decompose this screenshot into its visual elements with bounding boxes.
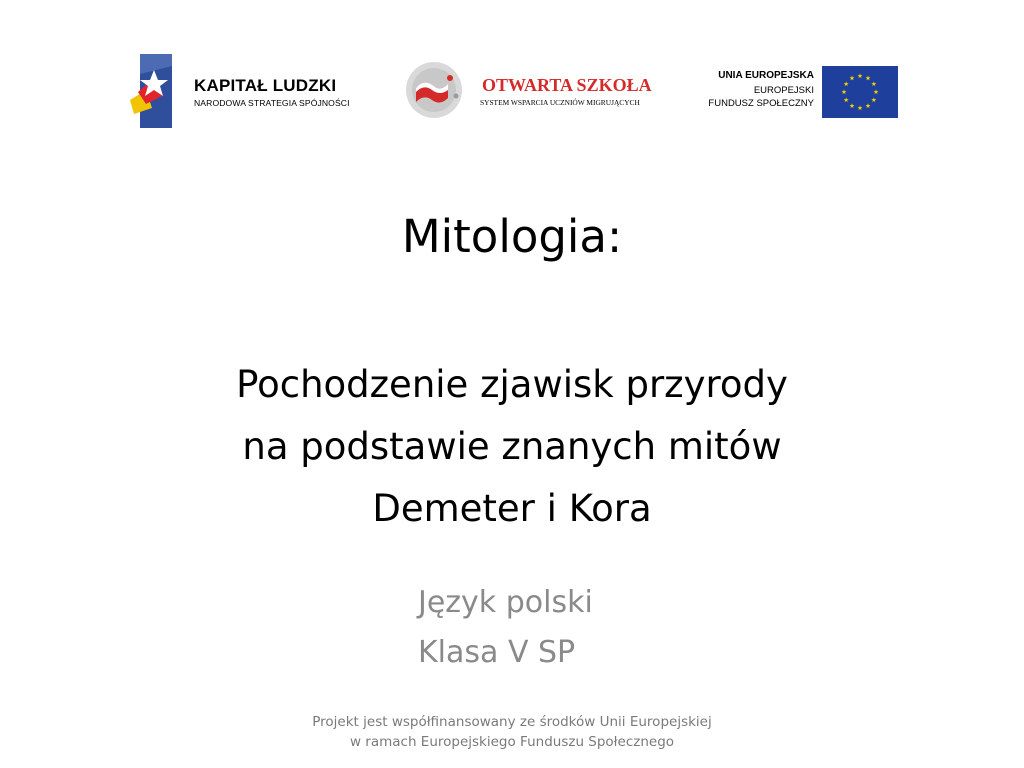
- subtitle-line-2: na podstawie znanych mitów: [242, 425, 782, 468]
- unia-europejska-logo: [700, 64, 900, 120]
- kapital-ludzki-title: KAPITAŁ LUDZKI: [194, 76, 337, 95]
- otwarta-szkola-emblem-icon: [404, 58, 476, 120]
- otwarta-szkola-title: OTWARTA SZKOŁA: [482, 75, 652, 95]
- logo-bar: [0, 0, 1024, 150]
- lesson-meta: [418, 578, 593, 678]
- ue-line-3: FUNDUSZ SPOŁECZNY: [708, 98, 814, 109]
- subject-label: Język polski: [418, 585, 593, 620]
- slide-subtitle: [0, 354, 1024, 540]
- ue-line-2: EUROPEJSKI: [753, 85, 814, 96]
- kapital-ludzki-emblem-icon: [128, 52, 188, 130]
- ue-line-1: UNIA EUROPEJSKA: [718, 70, 814, 81]
- subtitle-line-3: Demeter i Kora: [372, 487, 652, 530]
- footer-line-1: Projekt jest współfinansowany ze środków Unii Europejskiej: [312, 714, 712, 730]
- kapital-ludzki-logo: [128, 52, 368, 130]
- eu-flag-icon: [822, 66, 898, 118]
- otwarta-szkola-subtitle: SYSTEM WSPARCIA UCZNIÓW MIGRUJĄCYCH: [480, 98, 640, 107]
- otwarta-szkola-logo: [404, 58, 654, 120]
- slide-title: Mitologia:: [401, 210, 623, 263]
- footer-line-2: w ramach Europejskiego Funduszu Społecznego: [349, 734, 675, 750]
- funding-footer: [0, 712, 1024, 752]
- subtitle-line-1: Pochodzenie zjawisk przyrody: [236, 363, 788, 406]
- kapital-ludzki-subtitle: NARODOWA STRATEGIA SPÓJNOŚCI: [194, 98, 350, 108]
- class-level-label: Klasa V SP: [418, 635, 576, 670]
